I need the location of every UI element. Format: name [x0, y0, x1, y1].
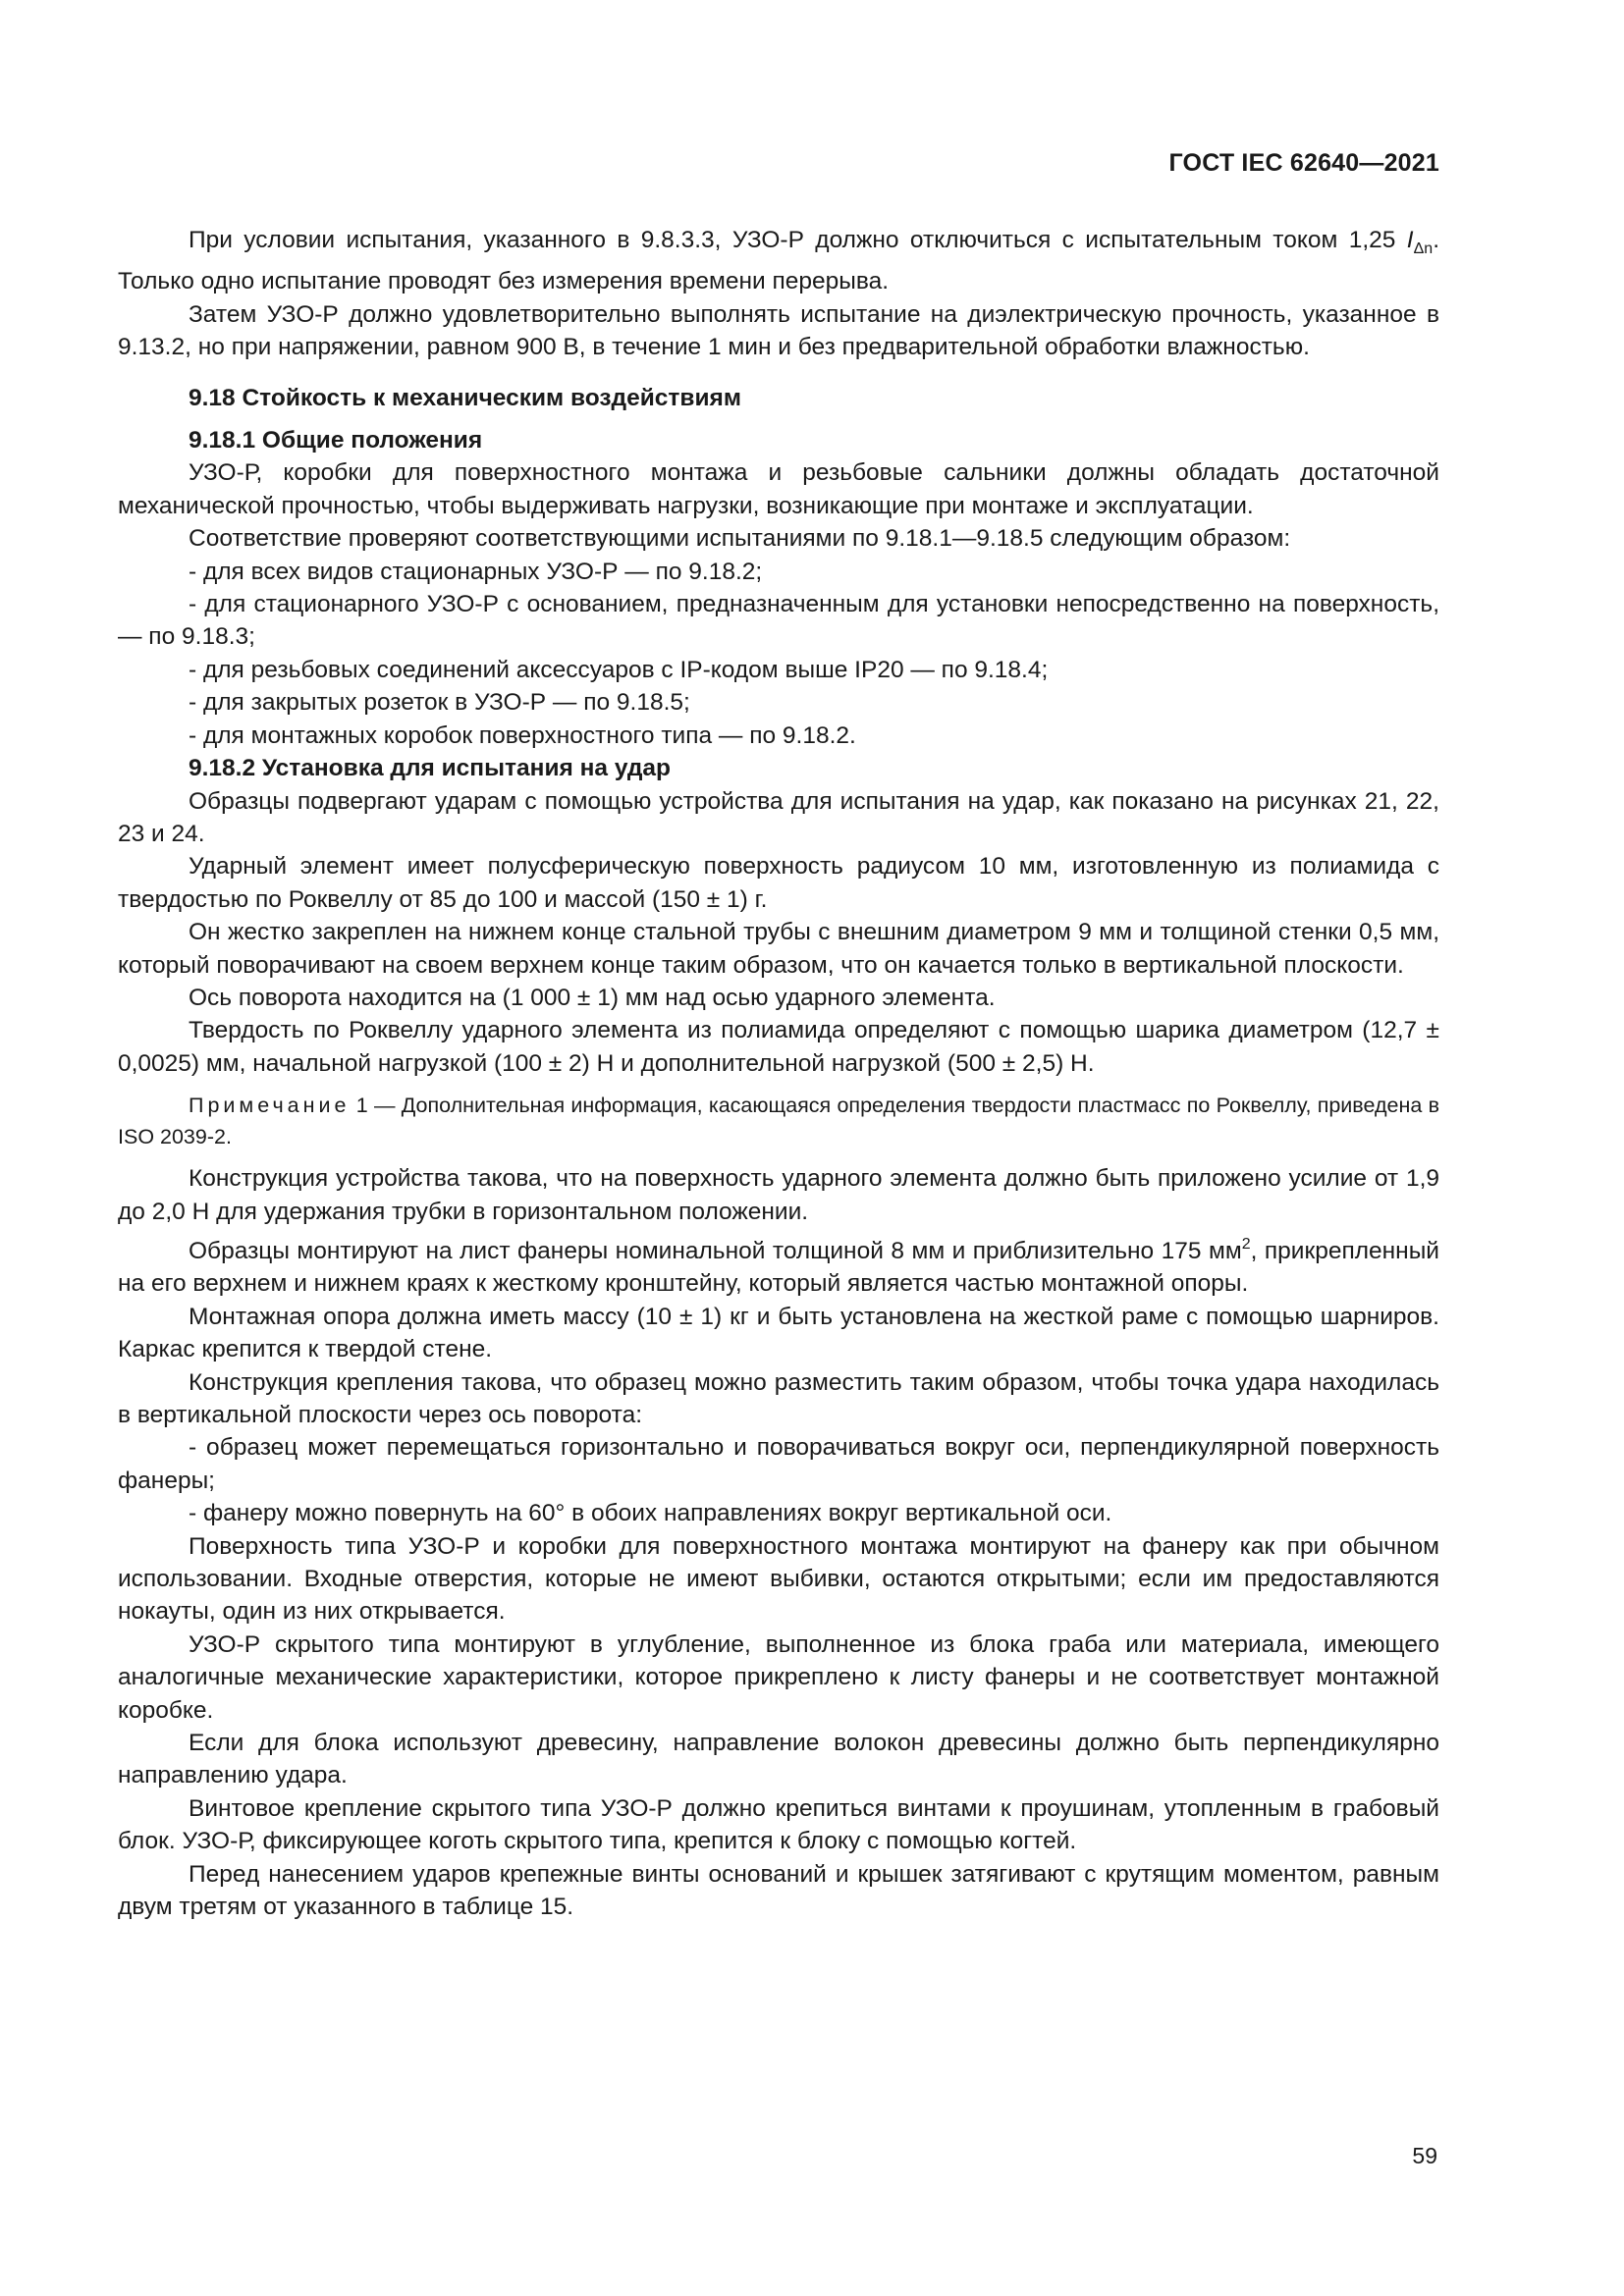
- paragraph: Если для блока используют древесину, направление волокон древесины должно быть перпендикулярно направлению удара.: [118, 1730, 1439, 1789]
- note: [118, 1090, 1439, 1152]
- section-heading-9-18-2: 9.18.2 Установка для испытания на удар: [189, 755, 671, 782]
- paragraph: Он жестко закреплен на нижнем конце стальной трубы с внешним диаметром 9 мм и толщиной стенки 0,5 мм, который поворачивают на своем верхнем конце таким образом, что он качается только в вертикальной плоскости.: [118, 919, 1439, 979]
- paragraph: Конструкция крепления такова, что образец можно разместить таким образом, чтобы точка удара находилась в вертикальной плоскости через ось поворота:: [118, 1368, 1439, 1428]
- page-number: 59: [1412, 2143, 1437, 2168]
- paragraph: [118, 224, 1439, 298]
- list-item: - образец может перемещаться горизонтально и поворачиваться вокруг оси, перпендикулярной поверхность фанеры;: [118, 1434, 1439, 1494]
- paragraph: УЗО-Р, коробки для поверхностного монтажа и резьбовые сальники должны обладать достаточной механической прочностью, чтобы выдерживать нагрузки, возникающие при монтаже и эксплуатации.: [118, 459, 1439, 519]
- paragraph: Соответствие проверяют соответствующими испытаниями по 9.18.1—9.18.5 следующим образом:: [189, 525, 1291, 553]
- list-item: - для закрытых розеток в УЗО-Р — по 9.18.5;: [189, 689, 690, 717]
- paragraph: Поверхность типа УЗО-Р и коробки для поверхностного монтажа монтируют на фанеру как при обычном использовании. Входные отверстия, которые не имеют выбивки, остаются открытыми; если им предоставляются нокауты, один из них открывается.: [118, 1532, 1439, 1626]
- paragraph: Конструкция устройства такова, что на поверхность ударного элемента должно быть приложено усилие от 1,9 до 2,0 Н для удержания трубки в горизонтальном положении.: [118, 1165, 1439, 1225]
- paragraph: Ударный элемент имеет полусферическую поверхность радиусом 10 мм, изготовленную из полиамида с твердостью по Роквеллу от 85 до 100 и массой (150 ± 1) г.: [118, 853, 1439, 913]
- paragraph: УЗО-Р скрытого типа монтируют в углубление, выполненное из блока граба или материала, имеющего аналогичные механические характеристики, которое прикреплено к листу фанеры и не соответствует монтажной коробке.: [118, 1630, 1439, 1724]
- list-item: - для резьбовых соединений аксессуаров с IP-кодом выше IP20 — по 9.18.4;: [189, 656, 1049, 683]
- list-item: - для монтажных коробок поверхностного типа — по 9.18.2.: [189, 721, 856, 749]
- paragraph: Образцы подвергают ударам с помощью устройства для испытания на удар, как показано на рисунках 21, 22, 23 и 24.: [118, 787, 1439, 847]
- note-text: 1 — Дополнительная информация, касающаяся определения твердости пластмасс по Роквеллу, приведена в ISO 2039-2.: [118, 1094, 1439, 1149]
- current-subscript: Δn: [1413, 240, 1434, 257]
- superscript: 2: [1241, 1235, 1251, 1253]
- note-label: Примечание: [189, 1094, 351, 1118]
- page-body: [118, 224, 1439, 1924]
- current-symbol: I: [1406, 227, 1414, 253]
- paragraph: Твердость по Роквеллу ударного элемента из полиамида определяют с помощью шарика диаметром (12,7 ± 0,0025) мм, начальной нагрузкой (100 ± 2) Н и дополнительной нагрузкой (500 ± 2,5) Н.: [118, 1017, 1439, 1077]
- section-heading-9-18-1: 9.18.1 Общие положения: [189, 427, 483, 454]
- paragraph: Монтажная опора должна иметь массу (10 ± 1) кг и быть установлена на жесткой раме с помощью шарниров. Каркас крепится к твердой стене.: [118, 1303, 1439, 1363]
- document-code-header: ГОСТ IEC 62640—2021: [1168, 149, 1439, 177]
- text-run: Образцы монтируют на лист фанеры номинальной толщиной 8 мм и приблизительно 175 мм: [189, 1237, 1242, 1264]
- text-run: . Только одно испытание проводят без измерения времени перерыва.: [118, 227, 1439, 295]
- paragraph: [118, 1228, 1439, 1301]
- text-run: При условии испытания, указанного в 9.8.3.3, УЗО-Р должно отключиться с испытательным током 1,25: [189, 227, 1407, 253]
- paragraph: Ось поворота находится на (1 000 ± 1) мм над осью ударного элемента.: [189, 984, 996, 1011]
- paragraph: Винтовое крепление скрытого типа УЗО-Р должно крепиться винтами к проушинам, утопленным в грабовый блок. УЗО-Р, фиксирующее коготь скрытого типа, крепится к блоку с помощью когтей.: [118, 1794, 1439, 1855]
- paragraph: Затем УЗО-Р должно удовлетворительно выполнять испытание на диэлектрическую прочность, указанное в 9.13.2, но при напряжении, равном 900 В, в течение 1 мин и без предварительной обработки влажностью.: [118, 300, 1439, 361]
- list-item: - фанеру можно повернуть на 60° в обоих направлениях вокруг вертикальной оси.: [189, 1500, 1112, 1527]
- list-item: - для стационарного УЗО-Р с основанием, предназначенным для установки непосредственно на поверхность, — по 9.18.3;: [118, 591, 1439, 651]
- paragraph: Перед нанесением ударов крепежные винты оснований и крышек затягивают с крутящим моментом, равным двум третям от указанного в таблице 15.: [118, 1860, 1439, 1921]
- section-heading-9-18: 9.18 Стойкость к механическим воздействиям: [189, 384, 741, 411]
- text-run: , прикрепленный на его верхнем и нижнем краях к жесткому кронштейну, который является частью монтажной опоры.: [118, 1237, 1439, 1298]
- list-item: - для всех видов стационарных УЗО-Р — по 9.18.2;: [189, 558, 763, 585]
